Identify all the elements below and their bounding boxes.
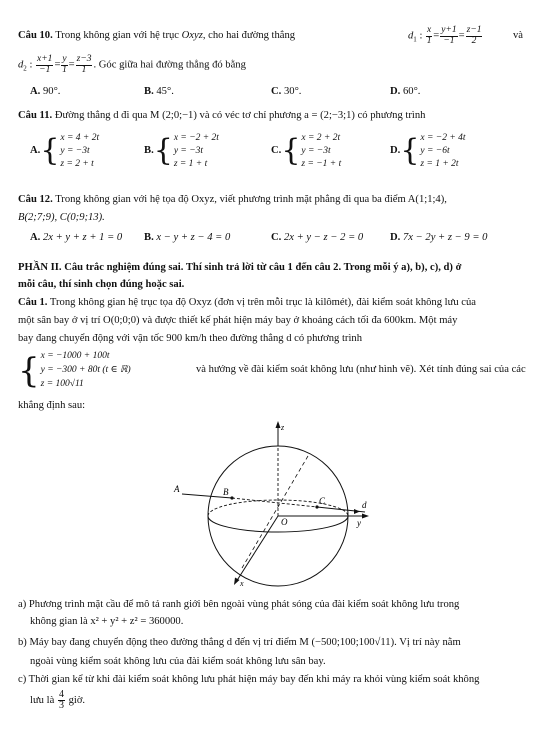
d1-frac-z: $\frac{z-1}{2}$: [466, 25, 482, 46]
statement-a-line1: a) Phương trình mặt cầu để mô tả ranh giới bên ngoài vùng phát sóng của đài kiểm soát không lưu trong: [18, 599, 460, 610]
d-arrow-icon: [354, 509, 360, 514]
q12-line2: B(2;7;9), C(0;9;13).: [18, 212, 105, 223]
q10-option-d: D. 60°.: [390, 86, 421, 97]
q10-option-b: B. 45°.: [144, 86, 174, 97]
q12-label: Câu 12.: [18, 194, 53, 205]
q10-d1-equation: $d_1$ : $\frac{x}{1}$ = $\frac{y+1}{-1}$ = $\frac{z-1}{2}$: [408, 25, 482, 46]
part2-heading-line1: PHẦN II. Câu trắc nghiệm đúng sai. Thí sinh trả lời từ câu 1 đến câu 2. Trong mỗi ý a), b), c), d) ở: [18, 262, 462, 273]
c1-para1: Trong không gian hệ trục tọa độ Oxyz (đơn vị trên mỗi trục là kilômét), đài kiểm soát không lưu của: [49, 297, 476, 308]
q12-option-c: C. 2x + y − z − 2 = 0: [271, 232, 364, 243]
q12-option-d: D. 7x − 2y + z − 9 = 0: [390, 232, 488, 243]
statement-c-line1: c) Thời gian kể từ khi đài kiểm soát không lưu phát hiện máy bay đến khi máy ra khỏi vùng kiểm soát không: [18, 674, 480, 685]
q11-text: Đường thẳng d đi qua M (2;0;−1) và có véc tơ chỉ phương a = (2;−3;1) có phương trình: [54, 110, 426, 121]
label-x: x: [240, 579, 244, 588]
label-O: O: [281, 517, 288, 527]
statement-a-line2: không gian là x² + y² + z² = 360000.: [30, 616, 184, 627]
c2-fraction: $\frac{4}{3}$: [58, 689, 64, 711]
label-z: z: [281, 423, 285, 432]
c1-line2: một sân bay ở vị trí O(0;0;0) và được thiết kế phát hiện máy bay ở khoảng cách tối đa 600km. Một máy: [18, 315, 458, 326]
q11-option-d: D. { x = −2 + 4t y = −6t z = 1 + 2t: [390, 133, 466, 169]
q10-text1: Trong không gian với hệ trục: [55, 30, 179, 41]
q11-option-b: B. { x = −2 + 2t y = −3t z = 1 + t: [144, 133, 219, 169]
q10-label: Câu 10.: [18, 30, 53, 41]
c1-line1: [18, 297, 476, 309]
line-d-inside: [232, 498, 317, 507]
part2-heading-line2: mỗi câu, thí sinh chọn đúng hoặc sai.: [18, 279, 185, 290]
q10-option-a: A. 90°.: [30, 86, 61, 97]
d2-frac-y: $\frac{y}{1}$: [62, 54, 67, 75]
d2-frac-z: $\frac{z-3}{1}$: [76, 54, 92, 75]
label-y: y: [357, 518, 361, 528]
c1-line4: khẳng định sau:: [18, 400, 86, 411]
q11-line: [18, 110, 425, 122]
c1-line3: bay đang chuyển động với vận tốc 900 km/h theo đường thẳng d có phương trình: [18, 333, 362, 344]
statement-b-line1: b) Máy bay đang chuyển động theo đường thẳng d đến vị trí điểm M (−500;100;100√11). Vị trí này nằm: [18, 637, 461, 648]
d2-frac-x: $\frac{x+1}{-1}$: [37, 54, 53, 75]
label-A: A: [174, 484, 180, 494]
y-arrow-icon: [362, 514, 369, 519]
c2-post: giờ.: [68, 694, 86, 706]
q11-option-c: C. { x = 2 + 2t y = −3t z = −1 + t: [271, 133, 342, 169]
q11-option-a: A. { x = 4 + 2t y = −3t z = 2 + t: [30, 133, 100, 169]
sphere-figure: [170, 418, 380, 588]
q11-label: Câu 11.: [18, 110, 53, 121]
q10-and: và: [513, 30, 523, 41]
c2-pre: lưu là: [30, 694, 55, 706]
dashed-diagonal: [242, 456, 308, 568]
q12-line1: [18, 194, 447, 206]
q10-line2: $d_2$ : $\frac{x+1}{-1}$ = $\frac{y}{1}$ = $\frac{z-3}{1}$ . Góc giữa hai đường thẳng đó bằng: [18, 54, 246, 75]
statement-b-line2: ngoài vùng kiểm soát không lưu của đài kiểm soát không lưu sân bay.: [30, 656, 326, 667]
statement-c-line2: [30, 690, 85, 711]
q12-option-a: A. 2x + y + z + 1 = 0: [30, 232, 123, 243]
q10-oxyz: Oxyz: [181, 30, 203, 41]
c1-label: Câu 1.: [18, 297, 48, 308]
d2-sub: 2: [23, 64, 27, 73]
q10-text2: , cho hai đường thẳng: [202, 30, 296, 41]
label-C: C: [319, 496, 326, 506]
z-arrow-icon: [276, 421, 281, 428]
x-axis: [236, 516, 278, 582]
d1-frac-x: $\frac{x}{1}$: [426, 25, 432, 46]
c1-system-tail: và hướng về đài kiểm soát không lưu (như hình vẽ). Xét tính đúng sai của các: [196, 364, 526, 375]
d2-symbol: d: [18, 59, 24, 71]
label-d: d: [362, 500, 367, 510]
equator-front: [208, 516, 348, 532]
label-B: B: [223, 487, 229, 497]
q12-option-b: B. x − y + z − 4 = 0: [144, 232, 231, 243]
d1-frac-y: $\frac{y+1}{-1}$: [441, 25, 457, 46]
d1-sub: 1: [413, 35, 417, 44]
q10-text3: . Góc giữa hai đường thẳng đó bằng: [93, 59, 246, 71]
c1-system: { x = −1000 + 100t y = −300 + 80t (t ∈ ℝ) z = 100√11: [18, 350, 131, 391]
q10-option-c: C. 30°.: [271, 86, 302, 97]
point-B: [230, 496, 233, 499]
q10-line1: [18, 30, 295, 42]
q12-text1: Trong không gian với hệ tọa độ Oxyz, viết phương trình mặt phẳng đi qua ba điểm A(1;1;4),: [55, 194, 447, 205]
d1-symbol: d: [408, 30, 414, 42]
